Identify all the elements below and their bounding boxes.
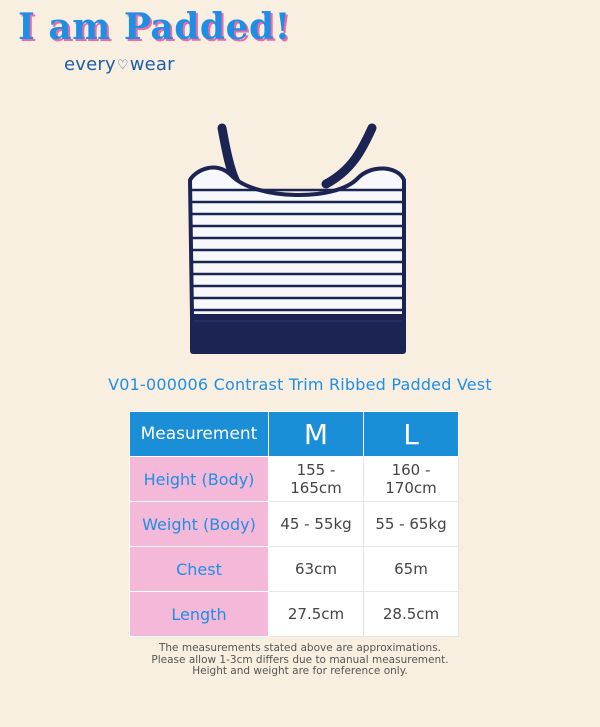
weight-l-cell: 55 - 65kg [364,502,459,547]
table-row [130,547,459,592]
table-row [130,457,459,502]
measurement-notes [0,643,600,678]
heart-icon: ♡ [116,58,129,73]
weight-m-cell: 45 - 55kg [269,502,364,547]
row-label-height: Height (Body) [130,457,269,502]
size-chart-table [129,411,459,637]
row-label-weight: Weight (Body) [130,502,269,547]
length-l-cell: 28.5cm [364,592,459,637]
padded-vest-illustration [176,110,426,360]
size-l-header: L [364,412,459,457]
measurement-header: Measurement [130,412,269,457]
table-row [130,592,459,637]
row-label-chest: Chest [130,547,269,592]
chest-l-cell: 65m [364,547,459,592]
note-line: Please allow 1-3cm differs due to manual measurement. [151,653,449,666]
note-line: The measurements stated above are approximations. [158,642,442,654]
note-line: Height and weight are for reference only. [192,665,408,677]
chest-m-cell: 63cm [269,547,364,592]
table-row [130,502,459,547]
table-header-row [130,412,459,457]
brand-logo-right: wear [129,54,175,75]
brand-logo-left: every [64,54,116,75]
height-l-cell: 160 - 170cm [364,457,459,502]
size-m-header: M [269,412,364,457]
brand-logo [64,54,175,75]
product-image [176,110,426,360]
length-m-cell: 27.5cm [269,592,364,637]
row-label-length: Length [130,592,269,637]
product-name: V01-000006 Contrast Trim Ribbed Padded Vest [108,375,492,394]
brand-title: I am Padded! [18,6,291,48]
height-m-cell: 155 - 165cm [269,457,364,502]
